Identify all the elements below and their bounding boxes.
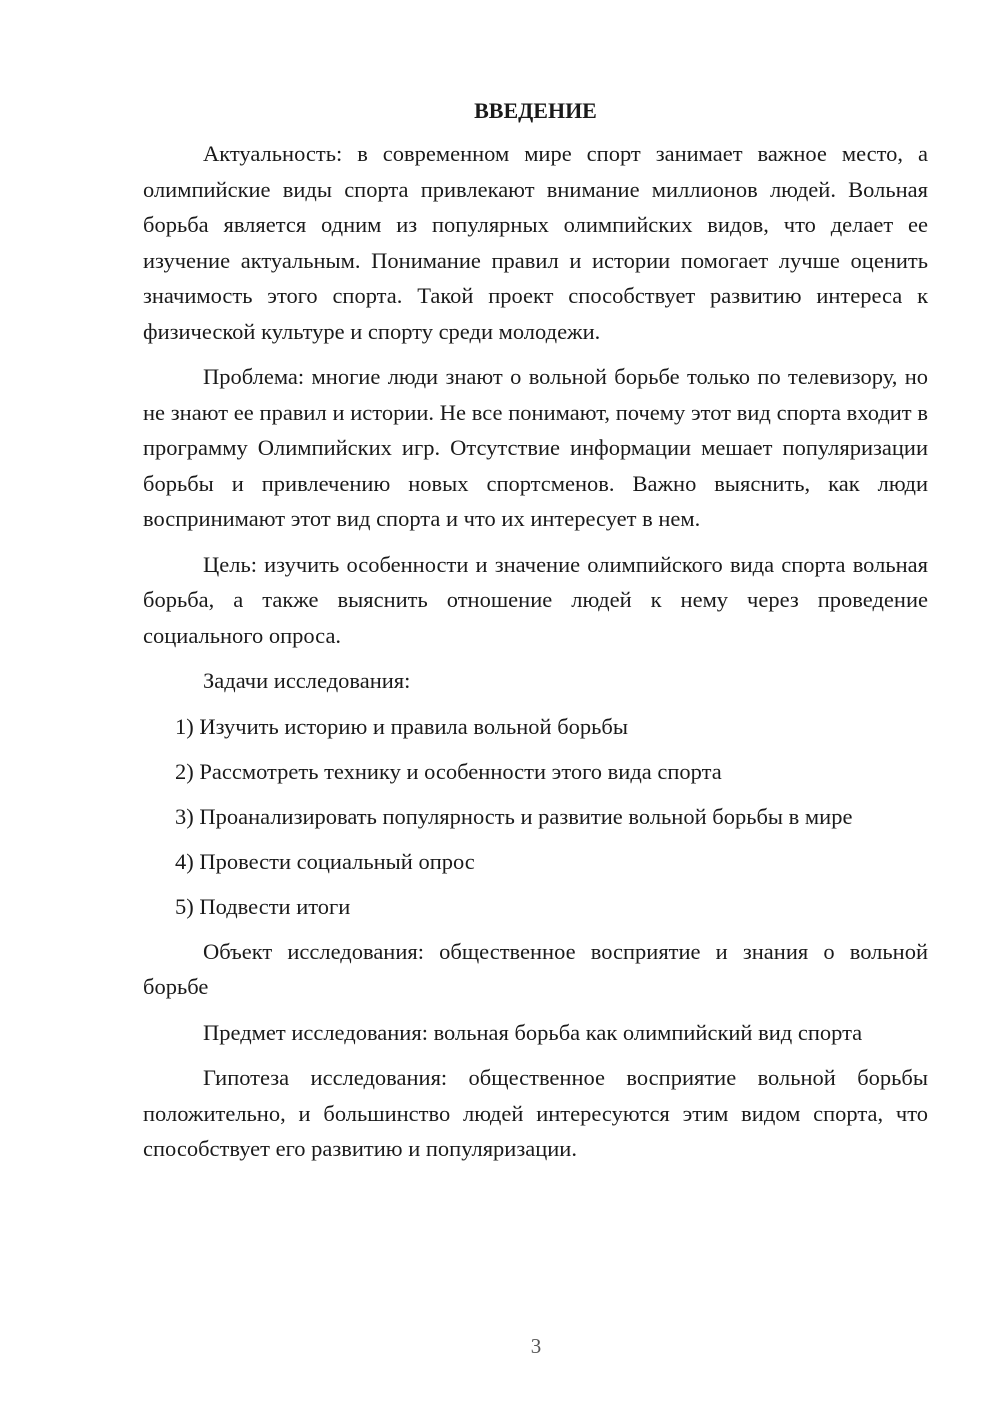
problem-paragraph: Проблема: многие люди знают о вольной борьбе только по телевизору, но не знают ее правил и истории. Не все понимают, почему этот вид спорта входит в программу Олимпийских игр. Отсутствие информации мешает популяризации борьбы и привлечению новых спортсменов. Важно выяснить, как люди воспринимают этот вид спорта и что их интересует в нем. <box>143 364 928 531</box>
task-item: 3) Проанализировать популярность и развитие вольной борьбы в мире <box>175 803 853 829</box>
subject-paragraph: Предмет исследования: вольная борьба как олимпийский вид спорта <box>203 1019 863 1045</box>
tasks-heading: Задачи исследования: <box>203 668 411 693</box>
document-body <box>143 96 928 1177</box>
task-item: 1) Изучить историю и правила вольной борьбы <box>175 713 628 739</box>
hypothesis-paragraph: Гипотеза исследования: общественное восприятие вольной борьбы положительно, и большинство людей интересуются этим видом спорта, что способствует его развитию и популяризации. <box>143 1065 928 1161</box>
page-title: ВВЕДЕНИЕ <box>474 98 597 123</box>
task-item: 4) Провести социальный опрос <box>175 848 475 874</box>
task-item: 5) Подвести итоги <box>175 893 351 919</box>
relevance-paragraph: Актуальность: в современном мире спорт занимает важное место, а олимпийские виды спорта привлекают внимание миллионов людей. Вольная борьба является одним из популярных олимпийских видов, что делает ее изучение актуальным. Понимание правил и истории помогает лучше оценить значимость этого спорта. Такой проект способствует развитию интереса к физической культуре и спорту среди молодежи. <box>143 141 928 344</box>
task-item: 2) Рассмотреть технику и особенности этого вида спорта <box>175 758 722 784</box>
object-paragraph: Объект исследования: общественное восприятие и знания о вольной борьбе <box>143 938 928 999</box>
tasks-list <box>143 709 928 925</box>
page-number: 3 <box>530 1334 542 1358</box>
goal-paragraph: Цель: изучить особенности и значение олимпийского вида спорта вольная борьба, а также выяснить отношение людей к нему через проведение социального опроса. <box>143 551 928 648</box>
